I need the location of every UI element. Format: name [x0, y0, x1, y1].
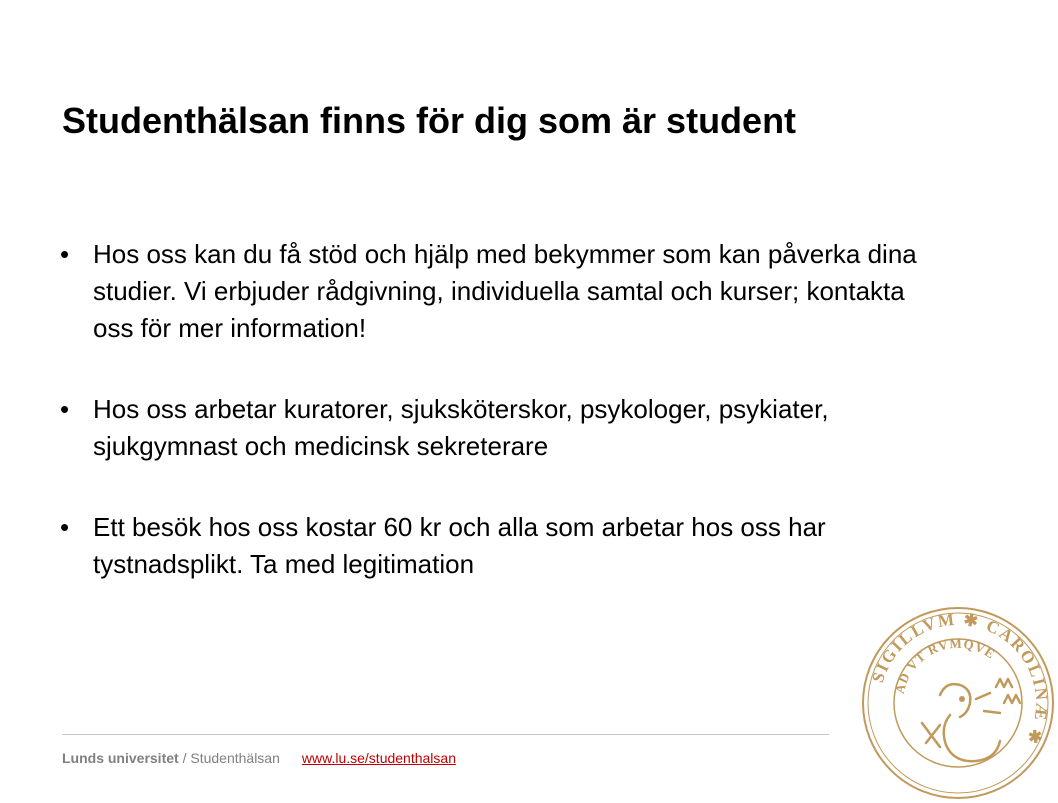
bullet-point-icon: • — [60, 512, 70, 542]
bullet-text: Ett besök hos oss kostar 60 kr och alla som arbetar hos oss har tystnadsplikt. Ta med legitimation — [93, 512, 826, 579]
slide-title: Studenthälsan finns för dig som är student — [62, 100, 797, 141]
footer-department: Studenthälsan — [190, 750, 280, 766]
bullet-point-icon: • — [60, 394, 70, 424]
footer-separator: / — [178, 750, 191, 766]
bullet-text: Hos oss kan du få stöd och hjälp med bekymmer som kan påverka dina studier. Vi erbjuder rådgivning, individuella samtal och kurser; kontakta oss för mer information! — [93, 239, 917, 343]
bullet-item — [58, 391, 918, 465]
bullet-text: Hos oss arbetar kuratorer, sjuksköterskor, psykologer, psykiater, sjukgymnast och medicinsk sekreterare — [93, 394, 829, 461]
bullet-item — [58, 236, 918, 347]
footer-link[interactable]: www.lu.se/studenthalsan — [301, 750, 456, 766]
bullet-list — [58, 236, 918, 583]
bullet-item — [58, 509, 918, 583]
svg-text:AD VT RVMQVE: AD VT RVMQVE — [891, 635, 999, 696]
svg-text:SIGILLVM ✱ CAROLINÆ ✱: SIGILLVM ✱ CAROLINÆ ✱ — [868, 609, 1052, 749]
footer-divider — [62, 734, 829, 735]
footer-organization: Lunds universitet — [62, 750, 179, 766]
university-seal-icon — [858, 603, 1058, 803]
bullet-point-icon: • — [60, 239, 70, 269]
footer — [62, 749, 456, 767]
